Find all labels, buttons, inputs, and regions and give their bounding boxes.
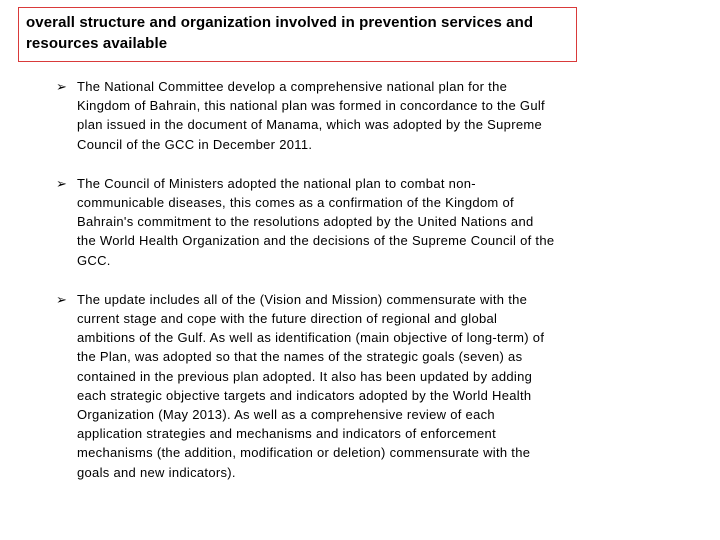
bullet-text-2: The Council of Ministers adopted the national plan to combat non-communicable diseases, this comes as a confirmation of the Kingdom of Bahrain's commitment to the resolutions adopted by the United Nations and the World Health Organization and the decisions of the Supreme Council of the GCC. xyxy=(77,175,555,268)
bullet-list xyxy=(56,77,556,482)
bullet-item-3 xyxy=(56,290,556,482)
bullet-text-3: The update includes all of the (Vision and Mission) commensurate with the current stage and cope with the future direction of regional and global ambitions of the Gulf. As well as identification (main objective of long-term) of the Plan, was adopted so that the names of the strategic goals (seven) as contained in the previous plan adopted. It also has been updated by adding each strategic objective targets and indicators adopted by the World Health Organization (May 2013). As well as a comprehensive review of each application strategies and mechanisms and indicators of enforcement mechanisms (the addition, modification or deletion) commensurate with the goals and new indicators). xyxy=(77,291,545,480)
arrowhead-bullet-icon: ➢ xyxy=(56,175,68,191)
bullet-item-1 xyxy=(56,77,556,154)
page-title: overall structure and organization involved in prevention services and resources available xyxy=(26,14,534,52)
bullet-item-2 xyxy=(56,174,556,270)
arrowhead-bullet-icon: ➢ xyxy=(56,291,68,307)
arrowhead-bullet-icon: ➢ xyxy=(56,79,68,94)
title-box xyxy=(18,7,577,62)
bullet-text-1: The National Committee develop a comprehensive national plan for the Kingdom of Bahrain, this national plan was formed in concordance to the Gulf plan issued in the document of Manama, which was adopted by the Supreme Council of the GCC in December 2011. xyxy=(77,79,545,152)
